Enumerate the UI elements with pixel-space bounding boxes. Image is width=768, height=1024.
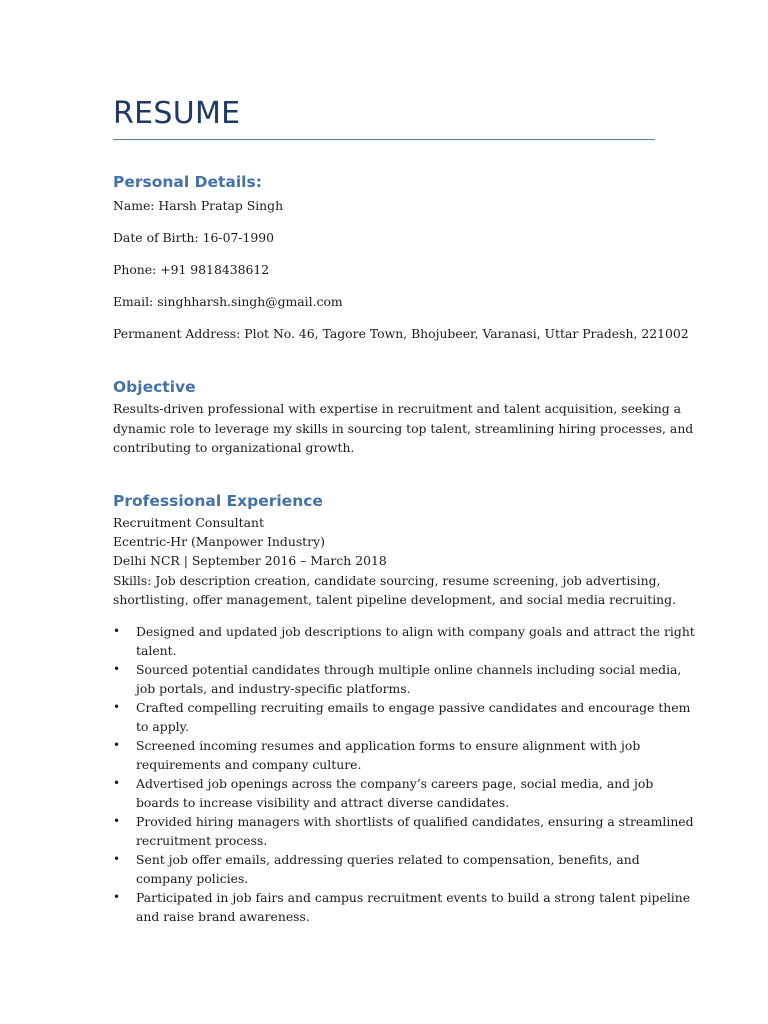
list-item: • Advertised job openings across the company’s careers page, social media, and job boards to increase visibility and attract diverse candidates. [113, 776, 654, 810]
bullet-icon: • [113, 814, 121, 828]
list-item: • Crafted compelling recruiting emails to engage passive candidates and encourage them to apply. [113, 700, 691, 734]
email-line: Email: singhharsh.singh@gmail.com [113, 294, 343, 309]
job-company: Ecentric-Hr (Manpower Industry) [113, 534, 325, 549]
bullet-icon: • [113, 624, 121, 638]
objective-line: contributing to organizational growth. [113, 440, 355, 455]
skills-line: shortlisting, offer management, talent pipeline development, and social media recruiting. [113, 592, 677, 607]
experience-heading: Professional Experience [113, 492, 323, 510]
address-line: Permanent Address: Plot No. 46, Tagore Town, Bhojubeer, Varanasi, Uttar Pradesh, 221002 [113, 326, 689, 341]
responsibilities-list [113, 622, 695, 926]
list-item: • Sent job offer emails, addressing queries related to compensation, benefits, and company policies. [113, 852, 640, 886]
list-item: • Designed and updated job descriptions to align with company goals and attract the right talent. [113, 624, 695, 658]
personal-details-heading: Personal Details: [113, 173, 262, 191]
objective-line: Results-driven professional with expertise in recruitment and talent acquisition, seeking a [113, 401, 681, 416]
list-item: • Sourced potential candidates through multiple online channels including social media, job portals, and industry-specific platforms. [113, 662, 682, 696]
bullet-icon: • [113, 776, 121, 790]
list-item: • Screened incoming resumes and application forms to ensure alignment with job requirements and company culture. [113, 738, 641, 772]
bullet-icon: • [113, 738, 121, 752]
objective-line: dynamic role to leverage my skills in sourcing top talent, streamlining hiring processes, and [113, 421, 694, 436]
list-item: • Participated in job fairs and campus recruitment events to build a strong talent pipeline and raise brand awareness. [113, 890, 691, 924]
dob-line: Date of Birth: 16-07-1990 [113, 230, 275, 245]
name-line: Name: Harsh Pratap Singh [113, 198, 284, 213]
bullet-icon: • [113, 700, 121, 714]
bullet-icon: • [113, 662, 121, 676]
phone-line: Phone: +91 9818438612 [113, 262, 270, 277]
skills-line: Skills: Job description creation, candidate sourcing, resume screening, job advertising, [113, 573, 661, 588]
bullet-icon: • [113, 890, 121, 904]
title-divider [113, 139, 655, 140]
page-title: RESUME [113, 96, 241, 131]
job-role: Recruitment Consultant [113, 515, 264, 530]
job-location-dates: Delhi NCR | September 2016 – March 2018 [113, 553, 387, 568]
list-item: • Provided hiring managers with shortlists of qualified candidates, ensuring a streamlined recruitment process. [113, 814, 694, 848]
bullet-icon: • [113, 852, 121, 866]
objective-heading: Objective [113, 378, 196, 396]
